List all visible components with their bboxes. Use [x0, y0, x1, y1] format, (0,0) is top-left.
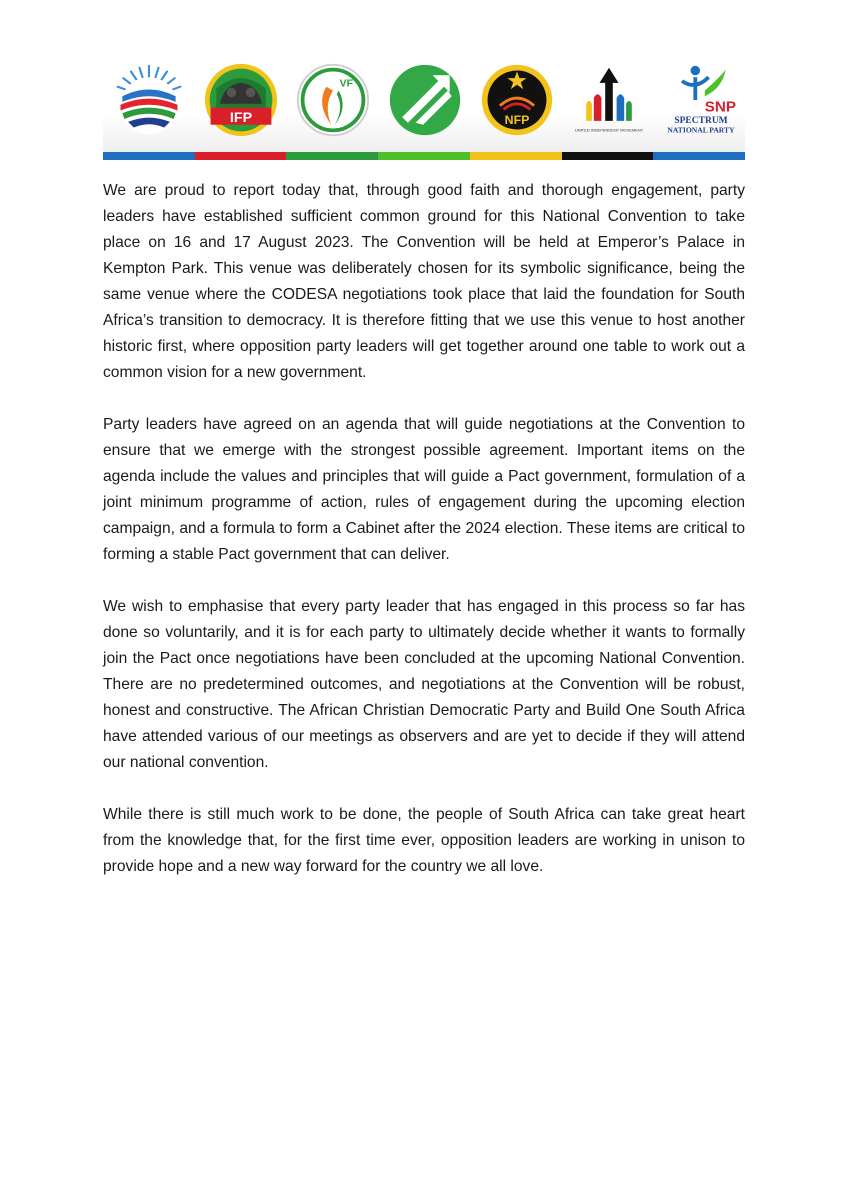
- paragraph-1: We are proud to report today that, through good faith and thorough engagement, party leaders have established sufficient common ground for this National Convention to take place on 16 and 17 August 2023. The Convention will be held at Emperor’s Palace in Kempton Park. This venue was deliberately chosen for its symbolic significance, being the same venue where the CODESA negotiations took place that laid the foundation for South Africa’s transition to democracy. It is therefore fitting that we use this venue to host another historic first, where opposition party leaders will get together around one table to work out a common vision for a new government.: [103, 182, 745, 381]
- stripe-segment-3: [286, 152, 378, 160]
- uim-logo-text: UNITED INDEPENDENT MOVEMENT: [574, 127, 644, 133]
- snp-logo: [663, 62, 739, 138]
- vf-plus-logo-text: VF: [339, 78, 353, 90]
- stripe-segment-4: [378, 152, 470, 160]
- party-logos-banner: [103, 52, 745, 160]
- snp-logo-name-2: NATIONAL PARTY: [667, 125, 735, 135]
- paragraph-4: While there is still much work to be done, the people of South Africa can take great heart from the knowledge that, for the first time ever, opposition leaders are working in unison to provide hope and a new way forward for the country we all love.: [103, 806, 745, 875]
- statement-body: [103, 178, 745, 906]
- color-stripe: [103, 152, 745, 160]
- stripe-segment-1: [103, 152, 195, 160]
- stripe-segment-5: [470, 152, 562, 160]
- da-logo: [111, 62, 187, 138]
- paragraph-2: Party leaders have agreed on an agenda that will guide negotiations at the Convention to ensure that we emerge with the strongest possible agreement. Important items on the agenda include the values and principles that will guide a Pact government, formulation of a joint minimum programme of action, rules of engagement during the upcoming election campaign, and a formula to form a Cabinet after the 2024 election. These items are critical to forming a stable Pact government that can deliver.: [103, 416, 745, 563]
- stripe-segment-6: [562, 152, 654, 160]
- snp-logo-abbrev: SNP: [704, 98, 737, 116]
- stripe-segment-2: [195, 152, 287, 160]
- stripe-segment-7: [653, 152, 745, 160]
- snp-logo-name-1: SPECTRUM: [674, 115, 728, 126]
- nfp-logo-text: NFP: [504, 112, 530, 127]
- ifp-logo: [203, 62, 279, 138]
- nfp-logo: [479, 62, 555, 138]
- ifp-logo-text: IFP: [229, 109, 253, 126]
- uim-logo: [571, 62, 647, 138]
- actionsa-logo: [387, 62, 463, 138]
- vf-plus-logo: [295, 62, 371, 138]
- paragraph-3: We wish to emphasise that every party leader that has engaged in this process so far has done so voluntarily, and it is for each party to ultimately decide whether it wants to formally join the Pact once negotiations have been concluded at the upcoming National Convention. There are no predetermined outcomes, and negotiations at the Convention will be robust, honest and constructive. The African Christian Democratic Party and Build One South Africa have attended various of our meetings as observers and are yet to decide if they will attend our national convention.: [103, 598, 745, 771]
